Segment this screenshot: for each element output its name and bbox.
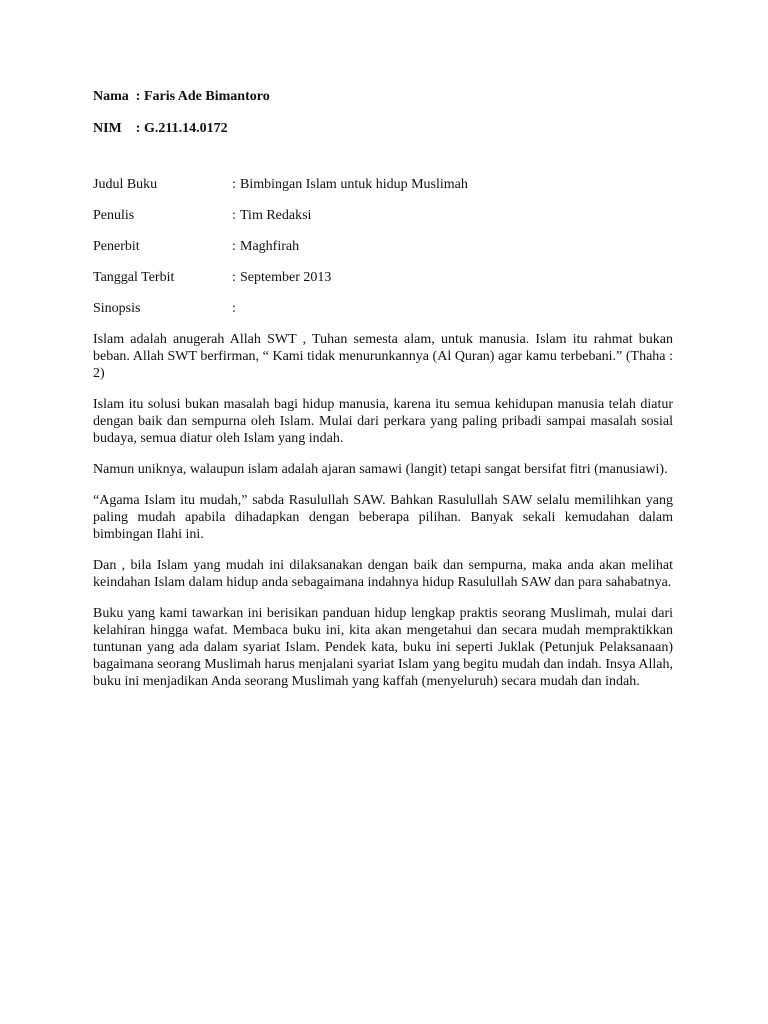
- meta-value: Bimbingan Islam untuk hidup Muslimah: [240, 177, 468, 192]
- meta-separator: :: [232, 177, 236, 192]
- synopsis-paragraph: Islam adalah anugerah Allah SWT , Tuhan semesta alam, untuk manusia. Islam itu rahmat bukan beban. Allah SWT berfirman, “ Kami tidak menurunkannya (Al Quran) agar kamu terbebani.” (Thaha : 2): [93, 332, 673, 381]
- meta-value: [240, 300, 673, 318]
- name-value: Faris Ade Bimantoro: [143, 89, 270, 104]
- name-label: Nama: [93, 89, 129, 104]
- name-separator: :: [135, 89, 141, 104]
- meta-row-title: [93, 176, 673, 194]
- synopsis-paragraph: Islam itu solusi bukan masalah bagi hidup manusia, karena itu semua kehidupan manusia telah diatur dengan baik dan sempurna oleh Islam. Mulai dari perkara yang paling pribadi sampai masalah sosial budaya, semua diatur oleh Islam yang indah.: [93, 397, 673, 446]
- meta-row-synopsis: [93, 300, 673, 318]
- meta-separator: :: [232, 301, 236, 316]
- synopsis-paragraph: Namun uniknya, walaupun islam adalah ajaran samawi (langit) tetapi sangat bersifat fitri (manusiawi).: [93, 462, 668, 477]
- meta-row-publish-date: [93, 269, 673, 287]
- meta-label: Sinopsis: [93, 301, 141, 316]
- meta-label: Penerbit: [93, 239, 140, 254]
- synopsis-paragraph: Dan , bila Islam yang mudah ini dilaksanakan dengan baik dan sempurna, maka anda akan melihat keindahan Islam dalam hidup anda sebagaimana indahnya hidup Rasulullah SAW dan para sahabatnya.: [93, 558, 673, 590]
- meta-row-author: [93, 207, 673, 225]
- synopsis-paragraph: “Agama Islam itu mudah,” sabda Rasulullah SAW. Bahkan Rasulullah SAW selalu memilihkan yang paling mudah apabila dihadapkan dengan beberapa pilihan. Banyak sekali kemudahan dalam bimbingan Ilahi ini.: [93, 493, 673, 542]
- nim-value: G.211.14.0172: [143, 121, 228, 136]
- synopsis-body: [93, 331, 673, 690]
- meta-label: Judul Buku: [93, 177, 158, 192]
- student-id-line: [93, 120, 673, 138]
- meta-label: Tanggal Terbit: [93, 270, 175, 285]
- book-metadata: [93, 176, 673, 318]
- meta-separator: :: [232, 208, 236, 223]
- student-name-line: [93, 88, 673, 106]
- document-page: [93, 88, 673, 704]
- synopsis-paragraph: Buku yang kami tawarkan ini berisikan panduan hidup lengkap praktis seorang Muslimah, mulai dari kelahiran hingga wafat. Membaca buku ini, kita akan mengetahui dan secara mudah mempraktikkan tuntunan yang ada dalam syariat Islam. Pendek kata, buku ini seperti Juklak (Petunjuk Pelaksanaan) bagaimana seorang Muslimah harus menjalani syariat Islam yang begitu mudah dan indah. Insya Allah, buku ini menjadikan Anda seorang Muslimah yang kaffah (menyeluruh) secara mudah dan indah.: [93, 606, 673, 689]
- nim-label: NIM: [93, 121, 122, 136]
- meta-separator: :: [232, 270, 236, 285]
- meta-value: Maghfirah: [240, 239, 300, 254]
- meta-value: Tim Redaksi: [240, 208, 312, 223]
- nim-separator: :: [135, 121, 141, 136]
- meta-label: Penulis: [93, 208, 135, 223]
- meta-row-publisher: [93, 238, 673, 256]
- meta-separator: :: [232, 239, 236, 254]
- meta-value: September 2013: [240, 270, 332, 285]
